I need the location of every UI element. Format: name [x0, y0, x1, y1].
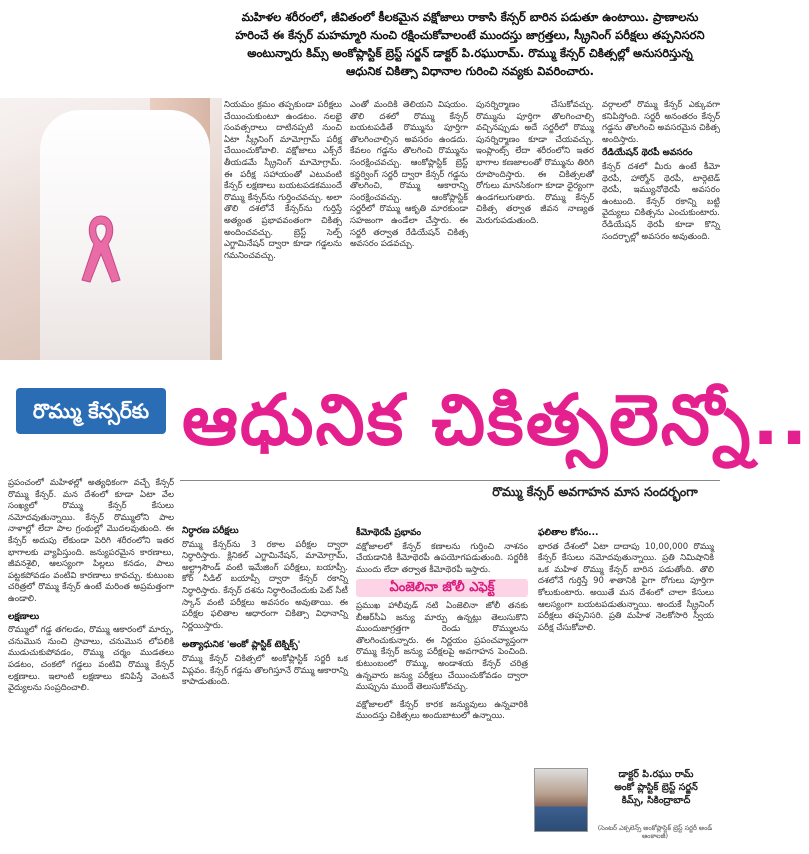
bottom-column-2 [182, 478, 348, 848]
results-text: భారత దేశంలో ఏటా దాదాపు 10,00,000 రొమ్ము కేన్సర్ కేసులు నమోదవుతున్నాయి. ప్రతి నిమిషానికి ఒక మహిళ రొమ్ము కేన్సర్ బారిన పడుతోంది. తొలి దశలోనే గుర్తిస్తే 90 శాతానికి పైగా రోగులు పూర్తిగా కోలుకుంటారు. అయితే మన దేశంలో చాలా కేసులు ఆలస్యంగా బయటపడుతున్నాయి. అందుకే స్క్రీనింగ్ పరీక్షలు తప్పనిసరి. ప్రతి మహిళ నెలకోసారి స్వీయ పరీక్ష చేసుకోవాలి. [538, 541, 714, 633]
author-photo [534, 768, 588, 832]
pink-ribbon-icon [78, 212, 124, 286]
headline-main: ఆధునిక చికిత్సలెన్నో.. [182, 379, 809, 461]
top-column-4-text-b: కేన్సర్ దశలో మీరు ఉంటే కీమో థెరపీ, హార్మోన్ థెరపీ, టార్గెటెడ్ థెరపీ, ఇమ్యునోథెరపీ అవసరం ఉంటుంది. కేన్సర్ రకాన్ని బట్టి వైద్యులు చికిత్సను ఎంచుకుంటారు. రేడియేషన్ థెరపీ కూడా కొన్ని సందర్భాల్లో అవసరం అవుతుంది. [602, 161, 720, 242]
chemo-text: వక్షోజాలలో కేన్సర్ కణాలను గుర్తించి నాశనం చేయడానికి కీమోథెరపీ ఉపయోగపడుతుంది. సర్జరీకి ముందు లేదా తర్వాత కీమోథెరపీ ఇస్తారు. [356, 541, 528, 575]
author-credit [534, 768, 718, 854]
bottom-column-3-text-b: వక్షోజాలలో కేన్సర్ కారక జన్యువులు ఉన్నవారికి ముందస్తు చికిత్సలు అందుబాటులో ఉన్నాయి. [356, 699, 528, 722]
diagnosis-text: రొమ్ము కేన్సర్‌ను 3 రకాల పరీక్షల ద్వారా నిర్ధారిస్తారు. క్లినికల్ ఎగ్జామినేషన్, మామోగ్రామ్, అల్ట్రాసౌండ్ వంటి ఇమేజింగ్ పరీక్షలు, బయాప్సీ. కోర్ నీడిల్ బయాప్సీ ద్వారా కేన్సర్ రకాన్ని నిర్ధారిస్తారు. కేన్సర్ దశను నిర్ధారించేందుకు పెట్ సీటీ స్కాన్ వంటి పరీక్షలు అవసరం అవుతాయి. ఈ పరీక్షల ఫలితాల ఆధారంగా చికిత్సా విధానాన్ని నిర్ణయిస్తారు. [182, 539, 348, 631]
top-column-4-text: వర్గాలలో రొమ్ము కేన్సర్ ఎక్కువగా కనిపిస్తోంది. సర్జరీ అనంతరం కేన్సర్ గడ్డను తొలగించి అవసరమైన చికిత్స అందిస్తారు. [602, 100, 720, 145]
oncoplastic-heading: అత్యాధునిక 'అంకో ప్లాస్టిక్ టెక్నిక్స్' [182, 640, 301, 651]
photo-torso [40, 110, 210, 360]
article-intro: మహిళల శరీరంలో, జీవితంలో కీలకమైన వక్షోజాలు రాకాసి కేన్సర్ బారిన పడుతూ ఉంటాయి. ప్రాణాలను హరించే ఈ కేన్సర్ మహమ్మారి నుంచి రక్షించుకోవాలంటే ముందస్తు జాగ్రత్తలు, స్క్రీనింగ్ పరీక్షలు తప్పనిసరని అంటున్నారు కిమ్స్ అంకోప్లాస్టిక్ బ్రెస్ట్ సర్జన్ డాక్టర్ పి.రఘురామ్. రొమ్ము కేన్సర్ చికిత్సల్లో అనుసరిస్తున్న ఆధునిక చికిత్సా విధానాల గురించి నవ్యకు వివరించారు. [0, 0, 720, 98]
diagnosis-heading: నిర్ధారణ పరీక్షలు [182, 526, 239, 536]
headline-tag: రొమ్ము కేన్సర్‌కు [16, 388, 166, 434]
top-column-1: నియమం క్రమం తప్పకుండా పరీక్షలు చేయించుకుంటూ ఉండటం. నలభై సంవత్సరాలు దాటినప్పటి నుంచి ఏటా స్క్రీనింగ్ మామోగ్రామ్ పరీక్ష చేయించుకోవాలి. వక్షోజాలు ఎక్స్‌రే తీయడమే స్క్రీనింగ్ మామోగ్రామ్. ఈ పరీక్ష సహాయంతో ఎటువంటి కేన్సర్ లక్షణాలు బయటపడకముందే రొమ్ము కేన్సర్‌ను గుర్తించవచ్చు. అలా తొలి దశలోనే కేన్సర్‌ను గుర్తిస్తే అత్యంత ప్రభావవంతంగా చికిత్స అందించవచ్చు. బ్రెస్ట్ సెల్ఫ్ ఎగ్జామినేషన్ ద్వారా కూడా గడ్డలను గమనించవచ్చు. [224, 100, 342, 261]
headline-sub: రొమ్ము కేన్సర్ అవగాహన మాస సందర్భంగా [492, 484, 698, 499]
chemo-heading: కీమోథెరపీ ప్రభావం [356, 528, 422, 538]
results-heading: ఫలితాల కోసం... [538, 528, 599, 538]
bottom-column-3 [356, 526, 528, 848]
top-columns [224, 100, 720, 360]
top-column-4 [602, 100, 720, 360]
oncoplastic-text: రొమ్ము కేన్సర్ చికిత్సలో అంకోప్లాస్టిక్ సర్జరీ ఒక విప్లవం. కేన్సర్ గడ్డను తొలగిస్తూనే రొమ్ము ఆకారాన్ని కాపాడుతుంది. [182, 653, 348, 688]
bottom-column-1-text: ప్రపంచంలో మహిళల్లో అత్యధికంగా వచ్చే కేన్సర్ రొమ్ము కేన్సర్. మన దేశంలో కూడా ఏటా వేల సంఖ్యలో రొమ్ము కేన్సర్ కేసులు నమోదవుతున్నాయి. కేన్సర్ రొమ్ములోని పాల నాళాల్లో లేదా పాల గ్రంథుల్లో మొదలవుతుంది. ఈ కేన్సర్ అదుపు లేకుండా పెరిగి శరీరంలోని ఇతర భాగాలకు వ్యాపిస్తుంది. జన్యుపరమైన కారణాలు, జీవనశైలి, ఆలస్యంగా పిల్లలు కనడం, పాలు పట్టకపోవడం వంటివి కారణాలు కావచ్చు. కుటుంబ చరిత్రలో రొమ్ము కేన్సర్ ఉంటే మరింత అప్రమత్తంగా ఉండాలి. [8, 478, 174, 604]
bottom-column-4 [538, 526, 714, 762]
symptoms-text: రొమ్ములో గడ్డ తగలడం, రొమ్ము ఆకారంలో మార్పు, చనుమొన నుంచి స్రావాలు, చనుమొన లోపలికి ముడుచుకుపోవడం, రొమ్ము చర్మం ముడతలు పడటం, చంకలో గడ్డలు వంటివి రొమ్ము కేన్సర్ లక్షణాలు. ఇలాంటి లక్షణాలు కనిపిస్తే వెంటనే వైద్యులను సంప్రదించాలి. [8, 625, 174, 694]
author-note: (సెంటర్ ఎక్సలెన్స్ అంకోప్లాస్టిక్ బ్రెస్ట్ సర్జరీ అండ్ ఆంకాలజీ) [597, 824, 713, 840]
top-column-2: ఎంతో మందికి తెలియని విషయం. తొలి దశలో రొమ్ము కేన్సర్ బయటపడితే రొమ్మును పూర్తిగా తొలగించాల్సిన అవసరం ఉండదు. కేవలం గడ్డను తొలగించి రొమ్మును సంరక్షించవచ్చు. ఆంకోప్లాస్టిక్ బ్రెస్ట్ కన్జర్వింగ్ సర్జరీ ద్వారా కేన్సర్ గడ్డను తొలగించి, రొమ్ము ఆకారాన్ని సంరక్షించవచ్చు. ఆంకోప్లాస్టిక్ సర్జరీలో రొమ్ము ఆకృతి మారకుండా సహజంగా ఉండేలా చేస్తారు. ఈ సర్జరీ తర్వాత రేడియేషన్ చికిత్స అవసరం పడవచ్చు. [350, 100, 468, 250]
top-subhead-radiation: రేడియేషన్ థెరపీ అవసరం [602, 148, 693, 159]
symptoms-heading: లక్షణాలు [8, 611, 40, 622]
angelina-box-text: ప్రముఖ హాలీవుడ్ నటి ఏంజెలినా జోలీ తనకు బీఆర్‌సీఏ జన్యు మార్పు ఉన్నట్లు తెలుసుకొని ముందుజాగ్రత్తగా రెండు రొమ్ములను తొలగించుకున్నారు. ఈ నిర్ణయం ప్రపంచవ్యాప్తంగా రొమ్ము కేన్సర్ జన్యు పరీక్షలపై అవగాహన పెంచింది. కుటుంబంలో రొమ్ము, అండాశయ కేన్సర్ చరిత్ర ఉన్నవారు జన్యు పరీక్షలు చేయించుకోవడం ద్వారా ముప్పును ముందే తెలుసుకోవచ్చు. [356, 600, 528, 693]
angelina-box-heading: ఏంజెలినా జోలీ ఎఫెక్ట్ [356, 579, 528, 597]
top-column-3: పునర్నిర్మాణం చేసుకోవచ్చు. రొమ్మును పూర్తిగా తొలగించాల్సి వచ్చినప్పుడు అదే సర్జరీలో రొమ్ము పునర్నిర్మాణం కూడా చేయవచ్చు. ఇంప్లాంట్స్ లేదా శరీరంలోని ఇతర భాగాల కణజాలంతో రొమ్మును తిరిగి రూపొందిస్తారు. ఈ చికిత్సలతో రోగులు మానసికంగా కూడా ధైర్యంగా ఉండగలుగుతారు. రొమ్ము కేన్సర్ చికిత్స తర్వాత జీవన నాణ్యత మెరుగుపడుతుంది. [476, 100, 594, 226]
bottom-column-1 [8, 478, 174, 848]
author-name: డాక్టర్ పి.రఘు రామ్ అంకో ప్లాస్టిక్ బ్రెస్ట్ సర్జన్ కిమ్స్, సికింద్రాబాద్ [614, 769, 698, 806]
